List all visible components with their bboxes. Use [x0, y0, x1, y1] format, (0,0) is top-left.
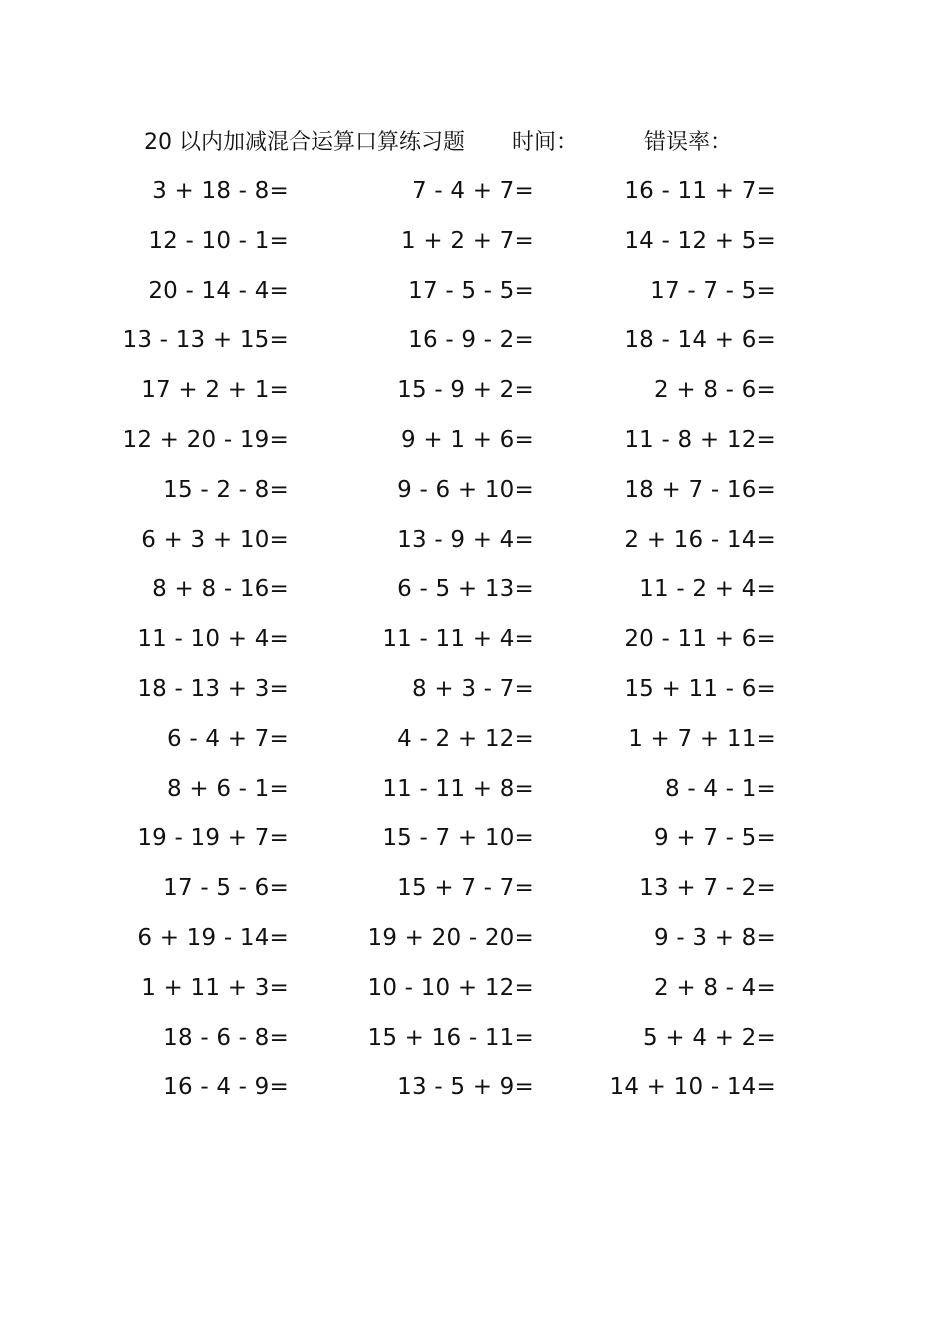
- problem-row: [0, 174, 950, 224]
- arithmetic-problem: 5 + 4 + 2=: [643, 1024, 776, 1051]
- problem-row: [0, 871, 950, 921]
- arithmetic-problem: 18 + 7 - 16=: [624, 476, 776, 503]
- arithmetic-problem: 6 - 4 + 7=: [167, 725, 289, 752]
- problem-row: [0, 772, 950, 822]
- arithmetic-problem: 8 - 4 - 1=: [664, 775, 776, 802]
- arithmetic-problem: 17 + 2 + 1=: [141, 377, 289, 404]
- arithmetic-problem: 18 - 13 + 3=: [137, 675, 289, 702]
- arithmetic-problem: 13 + 7 - 2=: [639, 875, 776, 902]
- problem-grid: [0, 174, 950, 1120]
- arithmetic-problem: 14 - 12 + 5=: [624, 227, 776, 254]
- arithmetic-problem: 6 + 19 - 14=: [137, 924, 289, 951]
- problem-row: [0, 821, 950, 871]
- arithmetic-problem: 15 - 9 + 2=: [397, 377, 534, 404]
- arithmetic-problem: 1 + 11 + 3=: [141, 974, 289, 1001]
- arithmetic-problem: 8 + 6 - 1=: [167, 775, 289, 802]
- arithmetic-problem: 8 + 8 - 16=: [152, 576, 289, 603]
- arithmetic-problem: 17 - 5 - 5=: [408, 277, 534, 304]
- problem-row: [0, 274, 950, 324]
- problem-row: [0, 423, 950, 473]
- arithmetic-problem: 7 - 4 + 7=: [412, 178, 534, 204]
- arithmetic-problem: 9 - 3 + 8=: [654, 924, 776, 951]
- problem-row: [0, 323, 950, 373]
- arithmetic-problem: 17 - 7 - 5=: [650, 277, 776, 304]
- problem-row: [0, 672, 950, 722]
- problem-row: [0, 622, 950, 672]
- error-rate-label: 错误率：: [644, 130, 733, 155]
- problem-row: [0, 373, 950, 423]
- arithmetic-problem: 13 - 9 + 4=: [397, 526, 534, 553]
- problem-row: [0, 572, 950, 622]
- problem-row: [0, 224, 950, 274]
- problem-row: [0, 722, 950, 772]
- arithmetic-problem: 11 - 8 + 12=: [624, 426, 776, 453]
- arithmetic-problem: 12 - 10 - 1=: [148, 227, 289, 254]
- arithmetic-problem: 6 + 3 + 10=: [141, 526, 289, 553]
- arithmetic-problem: 1 + 2 + 7=: [401, 227, 534, 254]
- arithmetic-problem: 12 + 20 - 19=: [122, 426, 289, 453]
- arithmetic-problem: 6 - 5 + 13=: [397, 576, 534, 603]
- worksheet-title: 20 以内加减混合运算口算练习题: [144, 130, 465, 155]
- arithmetic-problem: 20 - 14 - 4=: [148, 277, 289, 304]
- arithmetic-problem: 11 - 2 + 4=: [639, 576, 776, 603]
- problem-row: [0, 523, 950, 573]
- arithmetic-problem: 11 - 11 + 4=: [382, 626, 534, 653]
- arithmetic-problem: 10 - 10 + 12=: [367, 974, 534, 1001]
- arithmetic-problem: 1 + 7 + 11=: [628, 725, 776, 752]
- arithmetic-problem: 9 + 7 - 5=: [654, 825, 776, 852]
- arithmetic-problem: 16 - 9 - 2=: [408, 327, 534, 354]
- arithmetic-problem: 15 - 2 - 8=: [163, 476, 289, 503]
- arithmetic-problem: 15 + 7 - 7=: [397, 875, 534, 902]
- problem-row: [0, 1021, 950, 1071]
- time-label: 时间：: [512, 130, 579, 155]
- arithmetic-problem: 3 + 18 - 8=: [152, 178, 289, 204]
- problem-row: [0, 971, 950, 1021]
- arithmetic-problem: 11 - 11 + 8=: [382, 775, 534, 802]
- arithmetic-problem: 18 - 14 + 6=: [624, 327, 776, 354]
- arithmetic-problem: 18 - 6 - 8=: [163, 1024, 289, 1051]
- arithmetic-problem: 16 - 4 - 9=: [163, 1074, 289, 1101]
- arithmetic-problem: 17 - 5 - 6=: [163, 875, 289, 902]
- problem-row: [0, 1070, 950, 1120]
- arithmetic-problem: 9 - 6 + 10=: [397, 476, 534, 503]
- arithmetic-problem: 8 + 3 - 7=: [412, 675, 534, 702]
- arithmetic-problem: 9 + 1 + 6=: [401, 426, 534, 453]
- arithmetic-problem: 14 + 10 - 14=: [609, 1074, 776, 1101]
- arithmetic-problem: 13 - 5 + 9=: [397, 1074, 534, 1101]
- arithmetic-problem: 13 - 13 + 15=: [122, 327, 289, 354]
- arithmetic-problem: 11 - 10 + 4=: [137, 626, 289, 653]
- problem-row: [0, 473, 950, 523]
- arithmetic-problem: 19 - 19 + 7=: [137, 825, 289, 852]
- arithmetic-problem: 15 + 16 - 11=: [367, 1024, 534, 1051]
- arithmetic-problem: 4 - 2 + 12=: [397, 725, 534, 752]
- arithmetic-problem: 2 + 8 - 4=: [654, 974, 776, 1001]
- arithmetic-problem: 2 + 8 - 6=: [654, 377, 776, 404]
- arithmetic-problem: 15 - 7 + 10=: [382, 825, 534, 852]
- arithmetic-problem: 15 + 11 - 6=: [624, 675, 776, 702]
- arithmetic-problem: 20 - 11 + 6=: [624, 626, 776, 653]
- arithmetic-problem: 16 - 11 + 7=: [624, 178, 776, 204]
- arithmetic-problem: 2 + 16 - 14=: [624, 526, 776, 553]
- arithmetic-problem: 19 + 20 - 20=: [367, 924, 534, 951]
- problem-row: [0, 921, 950, 971]
